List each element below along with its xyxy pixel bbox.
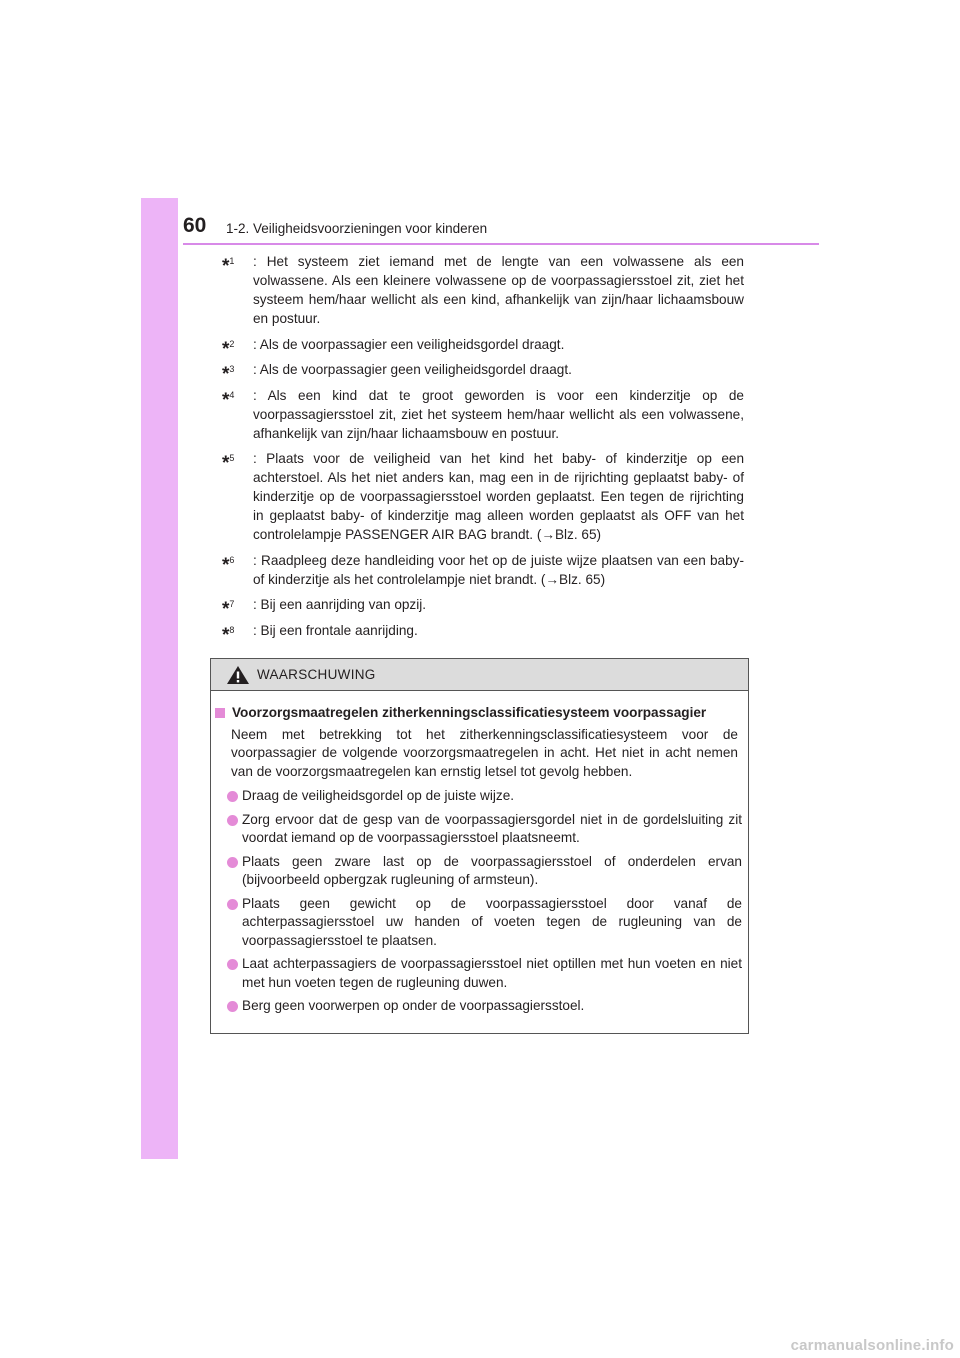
footnote-item xyxy=(222,449,744,544)
warning-box xyxy=(210,658,749,1034)
square-bullet-icon xyxy=(215,708,225,718)
footnote-text: : Als de voorpassagier geen veiligheidsgordel draagt. xyxy=(253,362,572,377)
bullet-icon xyxy=(227,815,238,826)
footnote-marker: *$^7$ xyxy=(222,599,235,620)
warning-title: WAARSCHUWING xyxy=(257,667,376,682)
footnote-item xyxy=(222,252,744,328)
bullet-icon xyxy=(227,1001,238,1012)
bullet-icon xyxy=(227,899,238,910)
footnote-text: : Als een kind dat te groot geworden is voor een kinderzitje op de voorpassagiersstoel zit, ziet het systeem hem/haar wellicht als een volwassene, afhankelijk van zijn/haar lichaamsbouw en postuur. xyxy=(253,387,744,441)
warning-triangle-icon xyxy=(226,665,250,685)
warning-list-item: Draag de veiligheidsgordel op de juiste wijze. xyxy=(211,787,742,806)
warning-list-item: Laat achterpassagiers de voorpassagiersstoel niet optillen met hun voeten en niet met hun voeten tegen de rugleuning duwen. xyxy=(211,955,742,992)
footnote-item xyxy=(222,621,744,646)
bullet-icon xyxy=(227,791,238,802)
footnote-text: : Bij een frontale aanrijding. xyxy=(253,622,418,638)
footnote-item xyxy=(222,551,744,589)
footnote-text: : Het systeem ziet iemand met de lengte van een volwassene als een volwassene. Als een kleinere volwassene op de voorpassagiersstoel zit, ziet het systeem hem/haar wellicht als een kind, afhankelijk van zijn/haar lichaamsbouw en postuur. xyxy=(253,254,744,326)
warning-list-item: Plaats geen zware last op de voorpassagiersstoel of onderdelen ervan (bijvoorbeeld opbergzak rugleuning of armsteun). xyxy=(211,853,742,890)
warning-body xyxy=(211,704,748,1021)
warning-header xyxy=(211,659,748,691)
header-divider xyxy=(183,243,819,245)
footnote-text: : Bij een aanrijding van opzij. xyxy=(253,597,427,612)
footnote-item xyxy=(222,360,744,385)
warning-list-item: Zorg ervoor dat de gesp van de voorpassagiersgordel niet in de gordelsluiting zit voordat iemand op de voorpassagiersstoel plaatsneemt. xyxy=(211,811,742,848)
page-number: 60 xyxy=(183,214,207,237)
footnote-text: : Plaats voor de veiligheid van het kind het baby- of kinderzitje op een achterstoel. Als het niet anders kan, mag een in de rijrichting geplaatst baby- of kinderzitje op de voorpassagiersstoel worden geplaatst. Een tegen de rijrichting in geplaatst baby- of kinderzitje mag alleen worden geplaatst als OFF van het controlelampje PASSENGER AIR BAG brandt. (→Blz. 65) xyxy=(253,451,744,542)
footnote-item xyxy=(222,335,744,360)
footnote-item xyxy=(222,595,744,620)
bullet-icon xyxy=(227,857,238,868)
footnote-marker: *$^4$ xyxy=(222,389,235,411)
footnote-text: : Raadpleeg deze handleiding voor het op de juiste wijze plaatsen van een baby- of kinderzitje als het controlelampje niet brandt. (→Blz. 65) xyxy=(253,552,744,587)
footnote-marker: *$^2$ xyxy=(222,338,235,360)
chapter-title: 1-2. Veiligheidsvoorzieningen voor kinderen xyxy=(226,221,488,236)
footnote-text: : Als de voorpassagier een veiligheidsgordel draagt. xyxy=(253,336,565,352)
warning-intro-text: Neem met betrekking tot het zitherkenningsclassificatiesysteem voor de voorpassagier de volgende voorzorgsmaatregelen in acht. Het niet in acht nemen van de voorzorgsmaatregelen kan ernstig letsel tot gevolg hebben. xyxy=(231,726,738,779)
warning-list-item: Berg geen voorwerpen op onder de voorpassagiersstoel. xyxy=(211,997,742,1016)
warning-section-heading: Voorzorgsmaatregelen zitherkenningsclassificatiesysteem voorpassagier xyxy=(215,704,748,723)
footnote-marker: *$^8$ xyxy=(222,624,235,646)
footnote-list xyxy=(222,252,744,646)
bullet-icon xyxy=(227,959,238,970)
footnote-marker: *$^5$ xyxy=(222,453,235,474)
footnote-item xyxy=(222,386,744,443)
footnote-marker: *$^6$ xyxy=(222,554,235,576)
warning-list-item: Plaats geen gewicht op de voorpassagiersstoel door vanaf de achterpassagiersstoel uw handen of voeten tegen de rugleuning van de voorpassagiersstoel te plaatsen. xyxy=(211,895,742,951)
watermark-text: carmanualsonline.info xyxy=(790,1337,954,1354)
chapter-sidebar-tab xyxy=(141,198,178,1159)
footnote-marker: *$^3$ xyxy=(222,364,235,385)
footnote-marker: *$^1$ xyxy=(222,256,235,277)
